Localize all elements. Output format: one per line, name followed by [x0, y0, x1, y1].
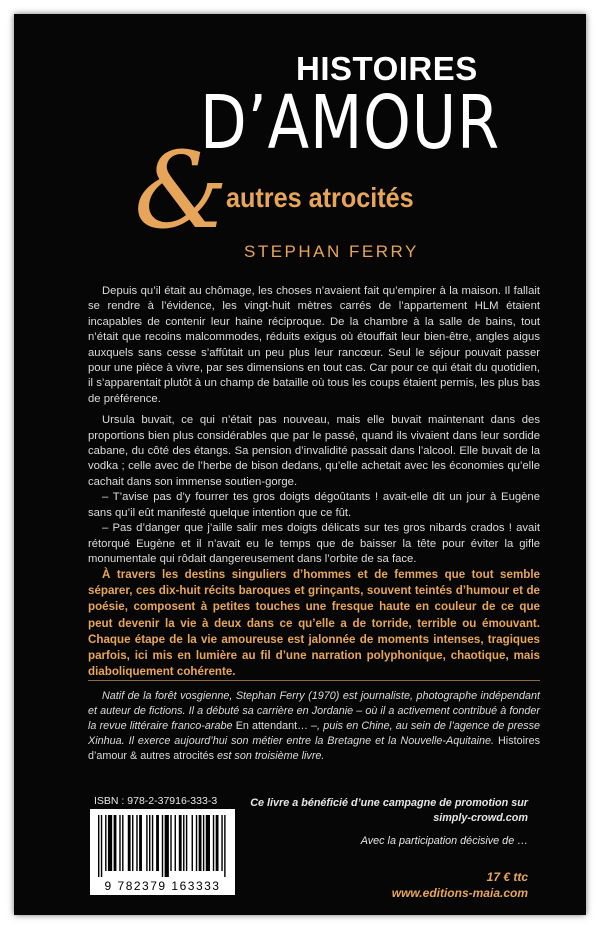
bio-text: est son troisième livre.: [214, 750, 325, 762]
barcode-bar: [149, 815, 150, 871]
barcode-bar: [170, 815, 171, 871]
barcode-bar: [186, 815, 187, 871]
barcode-bar: [199, 815, 202, 871]
title-damour: D’AMOUR: [200, 80, 500, 166]
barcode-number: 9 782379 163333: [104, 879, 221, 893]
barcode-bar: [105, 815, 106, 871]
barcode-bars: [98, 815, 227, 877]
title-autres-atrocites: autres atrocités: [226, 182, 414, 213]
barcode-bar: [221, 815, 222, 871]
author-bio: [88, 689, 540, 764]
barcode-bar: [114, 815, 117, 871]
bio-book-title: Histoires d’amour & autres atrocités: [88, 735, 540, 762]
bio-text: –, puis en Chine, au sein de l’agence de presse Xinhua. Il exerce aujourd’hui son métier entre la Bretagne et la Nouvelle-Aquitaine.: [88, 720, 541, 747]
barcode-bar: [128, 815, 131, 871]
excerpt-paragraph: Depuis qu’il était au chômage, les choses n’avaient fait qu’empirer à la maison. Il fallait se rendre à l’évidence, les vingt-huit mètres carrés de l’appartement HLM étaient incapables de contenir leur haine réciproque. De la chambre à la salle de bains, tout n’était que recoins malcommodes, réduits exigus où étouffait leur bien-être, angles aigus auxquels sans cesse s’affûtait un peu plus leur rancœur. Seul le séjour pouvait passer pour une pièce à vivre, par ses dimensions en tout cas. Car pour ce qui était du quotidien, il s’apparentait plutôt à un champ de bataille où tous les coups étaient permis, les plus bas de préférence.: [88, 285, 540, 405]
barcode-bar: [136, 815, 137, 871]
promo-site: simply-crowd.com: [433, 812, 528, 824]
bio-paragraph: [88, 689, 540, 764]
barcode-bar: [196, 815, 197, 871]
barcode: [90, 809, 235, 895]
barcode-bar: [156, 815, 159, 871]
excerpt-paragraph: Ursula buvait, ce qui n’était pas nouveau, mais elle buvait maintenant dans des proportions bien plus considérables que par le passé, quand ils vivaient dans leur sordide cabane, du côté des étangs. Sa pension d’invalidité passait dans l’alcool. Elle buvait de la vodka ; celle avec de l’herbe de bison dedans, qu’elle achetait avec les économies qu’elle cachait dans son immense soutien-gorge.: [88, 414, 540, 488]
barcode-bar: [165, 815, 169, 877]
barcode-bar: [132, 815, 133, 871]
bio-text: Natif de la forêt vosgienne, Stephan Ferry (1970) est journaliste, photographe indépendant et auteur de fictions. Il a débuté sa carrière en Jordanie – où il a activement contribué à fonder la revue littéraire franco-arabe: [88, 690, 540, 732]
barcode-bar: [179, 815, 182, 871]
publisher-website: www.editions-maia.com: [391, 886, 528, 900]
isbn-label: ISBN : 978-2-37916-333-3: [94, 795, 218, 807]
section-divider: [88, 680, 540, 681]
barcode-bar: [216, 815, 219, 871]
barcode-bar: [101, 815, 102, 877]
barcode-bar: [192, 815, 193, 871]
excerpt-dialogue: – Pas d’danger que j’aille salir mes doigts délicats sur tes gros nibards crados ! avait rétorqué Eugène et il n’avait eu le temps que de baisser la tête pour éviter la gifle monumentale qui rôdait dangereusement dans l’orbite de sa face.: [88, 522, 540, 565]
barcode-bar: [162, 815, 163, 877]
book-pitch: [88, 567, 540, 680]
book-excerpt: [88, 284, 540, 567]
promo-note: [250, 796, 528, 826]
title-ampersand: &: [134, 129, 229, 252]
barcode-bar: [224, 815, 225, 877]
barcode-bar: [98, 815, 99, 877]
participation-note: Avec la participation décisive de …: [360, 835, 528, 847]
title-histoires: HISTOIRES: [296, 50, 478, 87]
barcode-bar: [119, 815, 120, 871]
barcode-bar: [213, 815, 214, 871]
barcode-bar: [206, 815, 210, 871]
bio-text-roman: En attendant…: [235, 720, 308, 732]
barcode-bar: [152, 815, 153, 871]
barcode-bar: [122, 815, 123, 871]
price-label: 17 € ttc: [486, 870, 528, 884]
barcode-bar: [146, 815, 147, 871]
barcode-bar: [139, 815, 142, 871]
barcode-bar: [183, 815, 184, 871]
barcode-bar: [108, 815, 112, 871]
back-cover: [14, 14, 586, 915]
author-name: STEPHAN FERRY: [244, 242, 419, 261]
barcode-bar: [175, 815, 176, 871]
pitch-paragraph: À travers les destins singuliers d’hommes et de femmes que tout semble séparer, ces dix-huit récits baroques et grinçants, souvent teintés d’humour et de poésie, composent à petites touches une fresque haute en couleur de ce que peut devenir la vie à deux dans ce qu’elle a de torride, terrible ou émouvant. Chaque étape de la vie amoureuse est jalonnée de moments intenses, tragiques parfois, ici mis en lumière au fil d’une narration polyphonique, chaotique, mais diaboliquement cohérente.: [88, 568, 540, 679]
excerpt-dialogue: – T’avise pas d’y fourrer tes gros doigts dégoûtants ! avait-elle dit un jour à Eugène sans qu’il eût manifesté quelque intention que ce fût.: [88, 491, 540, 519]
barcode-bar: [203, 815, 204, 871]
promo-line: Ce livre a bénéficié d’une campagne de promotion sur: [250, 797, 528, 809]
